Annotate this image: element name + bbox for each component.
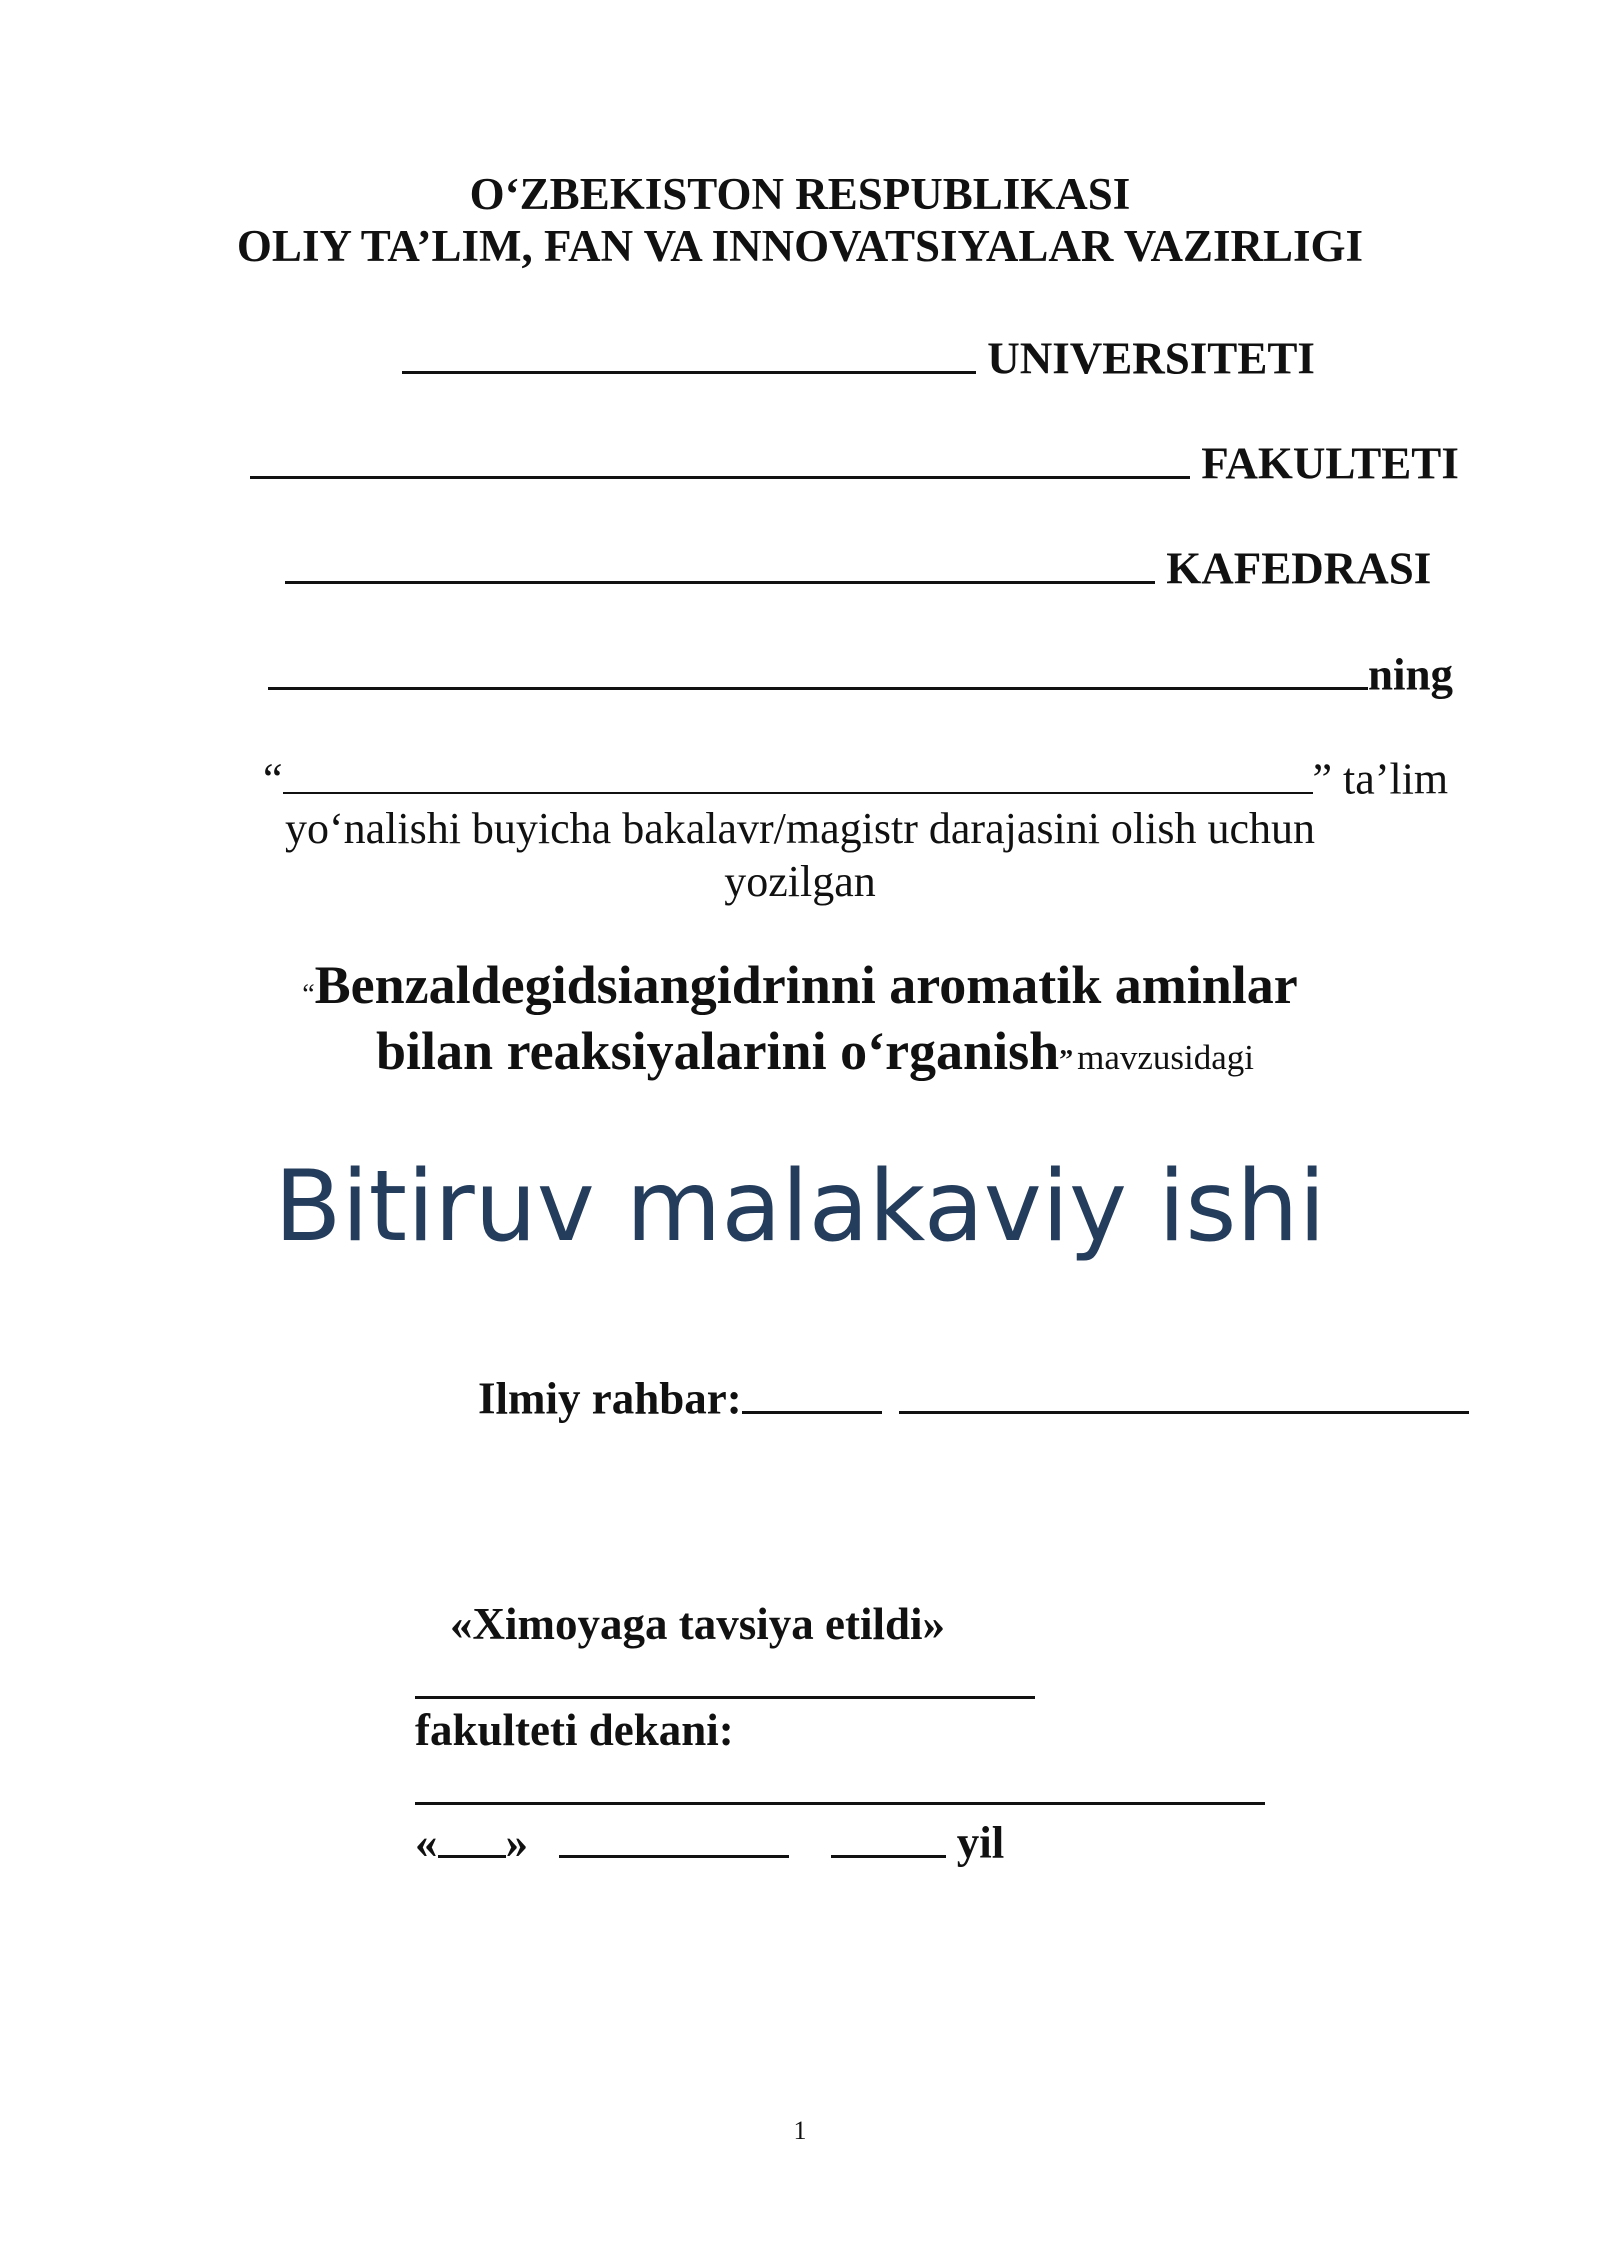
- topic-line-1: [0, 955, 1600, 1015]
- topic-close-quote: ”: [1059, 1045, 1074, 1076]
- direction-open-quote: “: [263, 754, 283, 804]
- dean-label: fakulteti dekani:: [415, 1705, 734, 1755]
- supervisor-field: [478, 1370, 1469, 1422]
- ministry-country-line: O‘ZBEKISTON RESPUBLIKASI: [469, 169, 1131, 219]
- supervisor-label: Ilmiy rahbar:: [478, 1373, 742, 1424]
- dean-signature-blank[interactable]: [415, 1761, 1265, 1805]
- topic-line-2: [376, 1021, 1255, 1081]
- topic-open-quote: “: [302, 979, 315, 1010]
- direction-written-line: yozilgan: [724, 857, 876, 906]
- university-field: [402, 330, 1315, 382]
- year-label: yil: [956, 1817, 1005, 1868]
- student-suffix: ning: [1368, 649, 1454, 700]
- direction-blank[interactable]: [283, 752, 1313, 794]
- faculty-blank[interactable]: [250, 435, 1190, 479]
- supervisor-title-blank[interactable]: [742, 1370, 882, 1414]
- university-blank[interactable]: [402, 330, 976, 374]
- date-month-blank[interactable]: [559, 1814, 789, 1858]
- page-number: 1: [793, 2116, 807, 2145]
- supervisor-name-blank[interactable]: [899, 1370, 1469, 1414]
- date-open-quote: «: [415, 1817, 438, 1868]
- topic-title-part-2: bilan reaksiyalarini o‘rganish: [376, 1021, 1060, 1081]
- date-day-blank[interactable]: [438, 1814, 506, 1858]
- date-close-quote: »: [505, 1817, 528, 1868]
- topic-suffix: mavzusidagi: [1077, 1038, 1255, 1077]
- recommended-label: «Ximoyaga tavsiya etildi»: [450, 1599, 945, 1649]
- department-field: [285, 540, 1431, 592]
- date-line: [415, 1814, 1004, 1866]
- department-blank[interactable]: [285, 540, 1155, 584]
- department-label: KAFEDRASI: [1166, 543, 1432, 594]
- direction-line: [263, 752, 1448, 802]
- direction-close-tail: ” ta’lim: [1312, 754, 1449, 804]
- topic-title-part-1: Benzaldegidsiangidrinni aromatik aminlar: [314, 955, 1298, 1015]
- date-year-blank[interactable]: [831, 1814, 946, 1858]
- faculty-field: [250, 435, 1459, 487]
- university-label: UNIVERSITETI: [987, 333, 1315, 384]
- student-field: [268, 646, 1453, 698]
- document-type-title: Bitiruv malakaviy ishi: [274, 1150, 1326, 1264]
- faculty-name-line: [415, 1655, 1035, 1707]
- faculty-name-blank[interactable]: [415, 1655, 1035, 1699]
- direction-purpose-line: yo‘nalishi buyicha bakalavr/magistr darajasini olish uchun: [284, 804, 1316, 853]
- dean-signature-line: [415, 1761, 1265, 1813]
- faculty-label: FAKULTETI: [1201, 438, 1459, 489]
- ministry-name-line: OLIY TA’LIM, FAN VA INNOVATSIYALAR VAZIRLIGI: [236, 221, 1364, 271]
- student-name-blank[interactable]: [268, 646, 1368, 690]
